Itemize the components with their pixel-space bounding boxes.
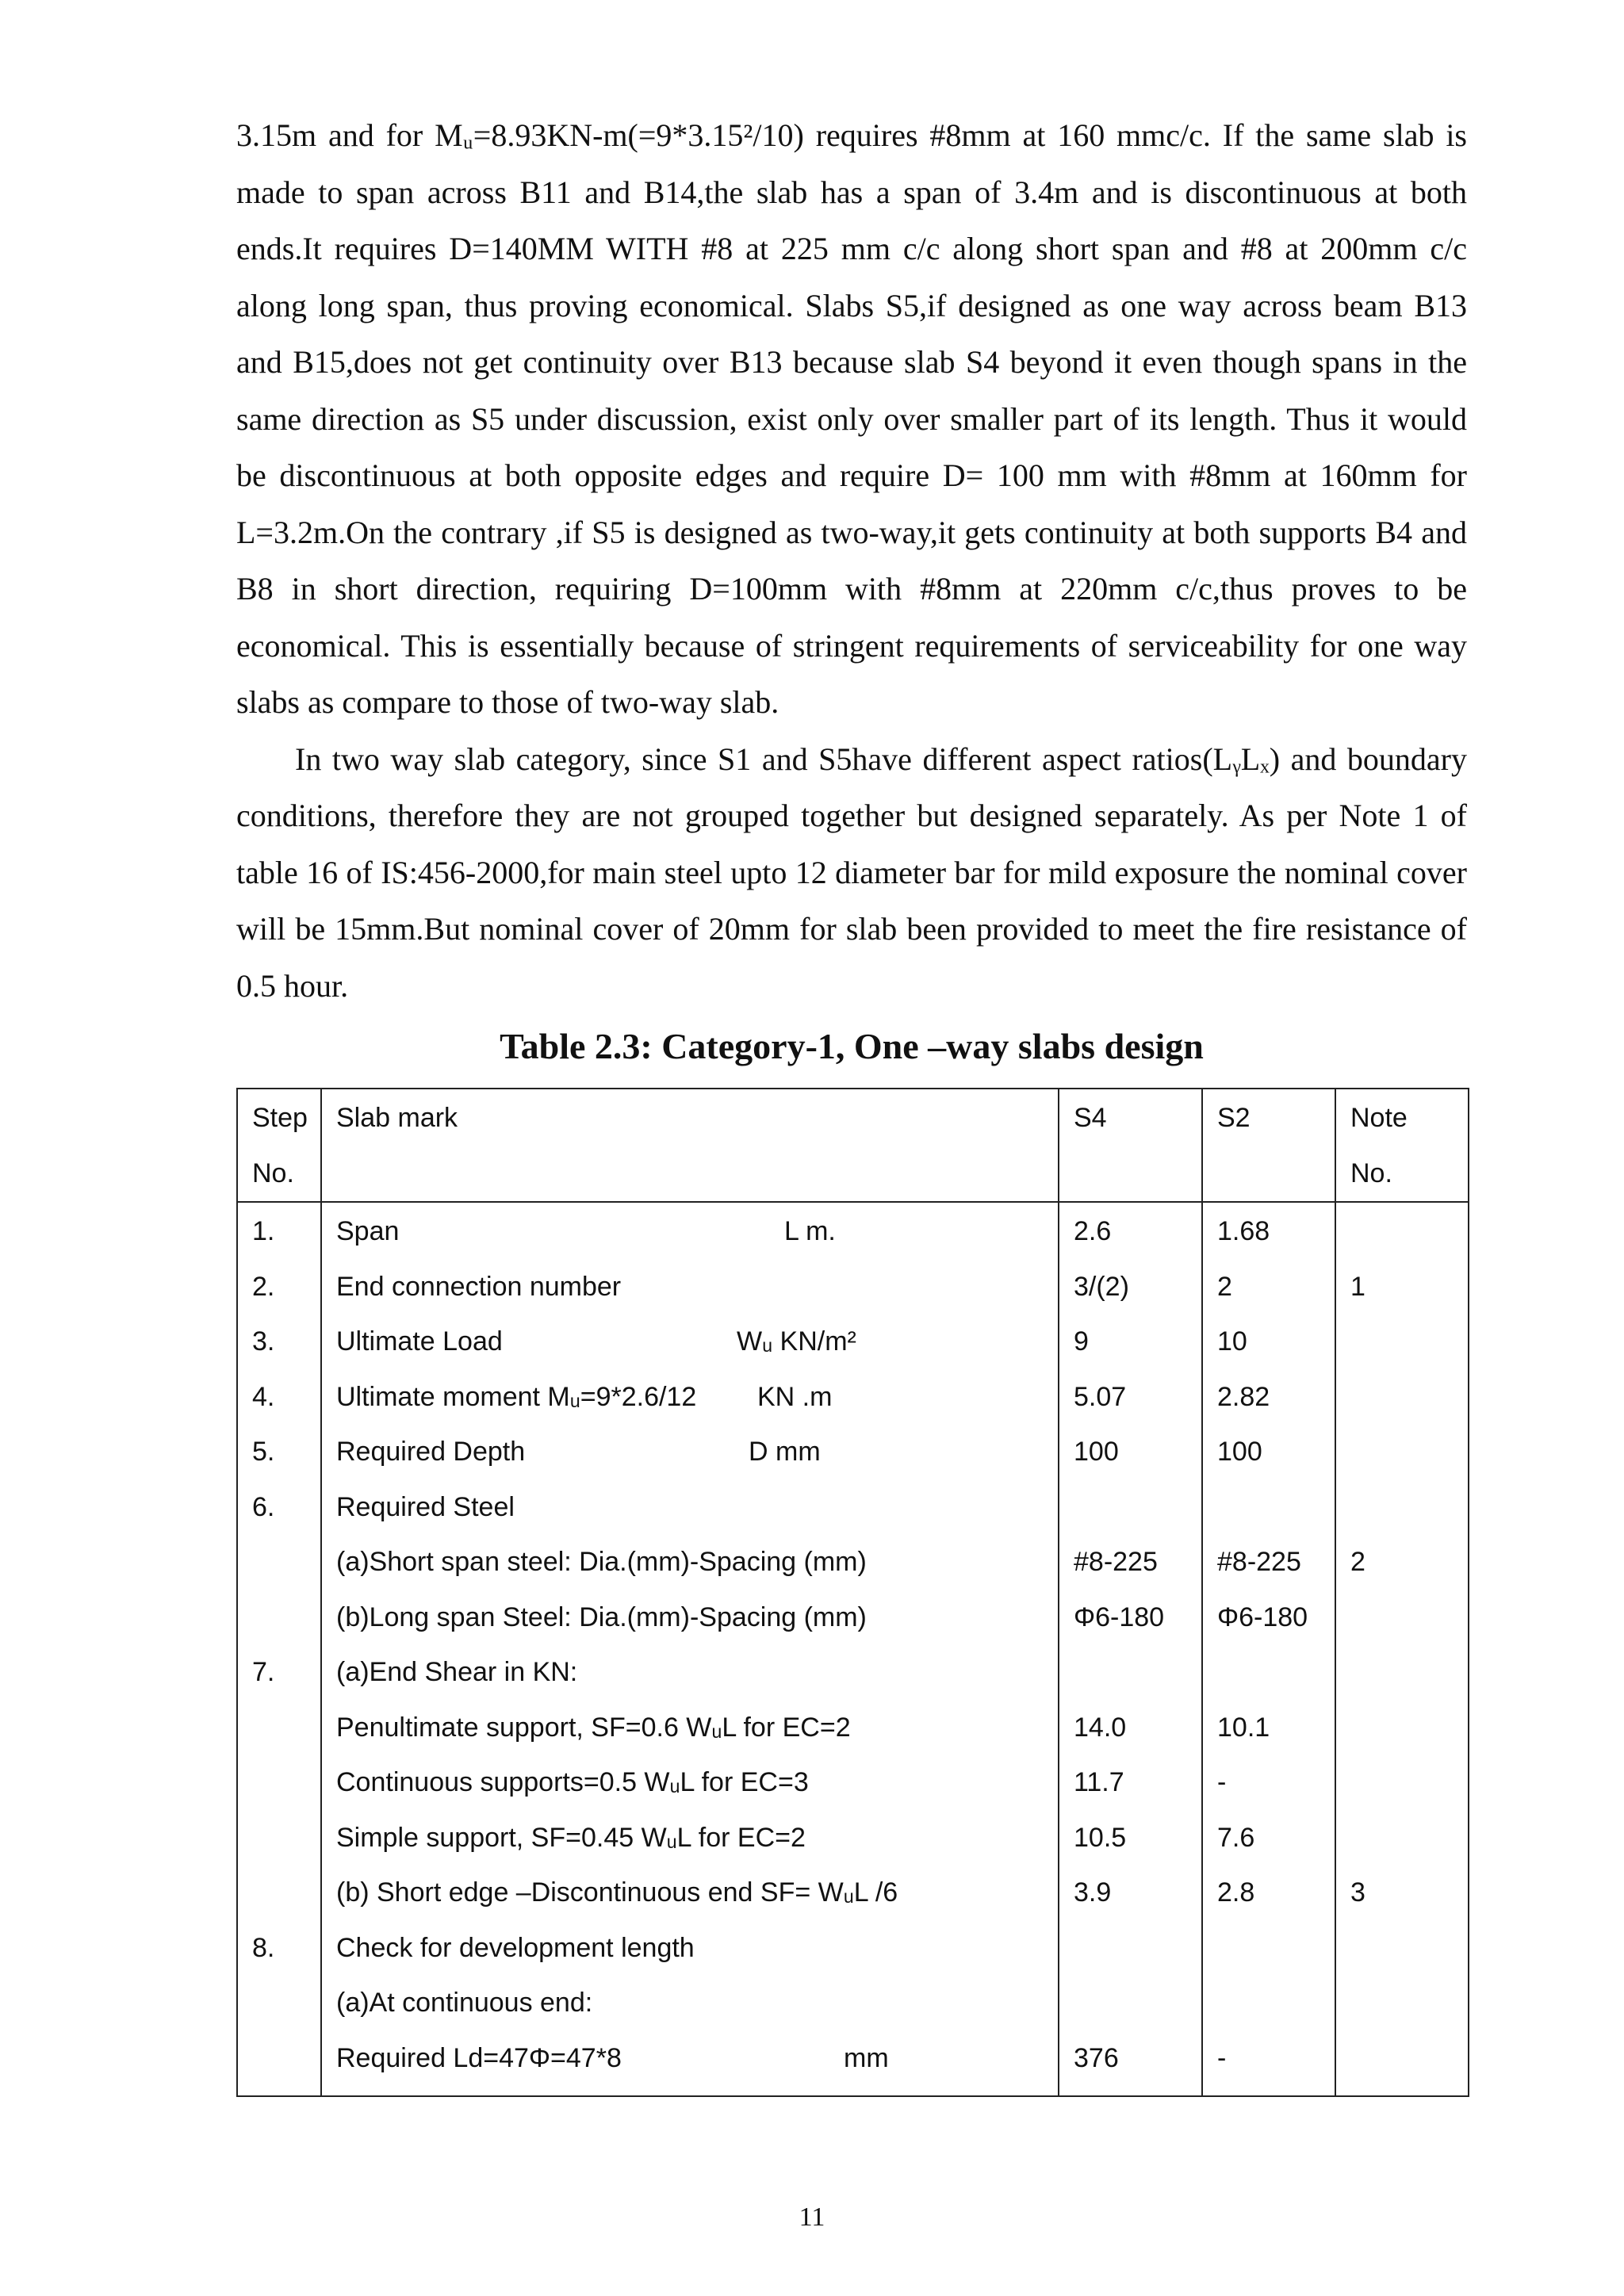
cell-note	[1350, 2031, 1454, 2087]
cell-s4: 5.07	[1074, 1381, 1127, 1412]
cell-step: 2.	[252, 1271, 275, 1302]
cell-step	[252, 2031, 306, 2087]
cell-description	[336, 1425, 1044, 1480]
cell-step	[252, 1866, 306, 1921]
cell-label: Span	[336, 1216, 400, 1246]
header-note: Note No.	[1335, 1089, 1469, 1202]
cell-note	[1350, 1314, 1454, 1370]
step-column	[237, 1202, 321, 2096]
cell-step: 5.	[252, 1437, 275, 1467]
cell-label: Simple support, SF=0.45 WᵤL for EC=2	[336, 1822, 806, 1853]
table-header-row	[237, 1089, 1469, 1202]
cell-s2	[1217, 1645, 1320, 1701]
cell-note: 2	[1350, 1547, 1365, 1577]
cell-s4: 2.6	[1074, 1216, 1112, 1246]
cell-s2: 10.1	[1217, 1712, 1270, 1743]
cell-step	[252, 1535, 306, 1590]
header-s4: S4	[1059, 1089, 1202, 1202]
cell-description	[336, 1976, 1044, 2031]
cell-description	[336, 1921, 1044, 1976]
cell-label: Ultimate moment Mᵤ=9*2.6/12	[336, 1381, 697, 1412]
cell-description	[336, 1755, 1044, 1811]
cell-description	[336, 2031, 1044, 2087]
page-number: 11	[799, 2202, 825, 2232]
cell-step: 7.	[252, 1657, 275, 1687]
table-body-row	[237, 1202, 1469, 2096]
description-column	[321, 1202, 1059, 2096]
cell-unit: KN .m	[757, 1381, 833, 1412]
cell-note	[1350, 1811, 1454, 1866]
cell-s2: 2.8	[1217, 1877, 1255, 1908]
cell-label: (a)Short span steel: Dia.(mm)-Spacing (mm)	[336, 1547, 867, 1577]
cell-label: (a)At continuous end:	[336, 1988, 593, 2018]
table-title: Table 2.3: Category-1, One –way slabs design	[500, 1026, 1204, 1066]
cell-label: Required Steel	[336, 1491, 515, 1522]
cell-s4: #8-225	[1074, 1547, 1158, 1577]
cell-description	[336, 1535, 1044, 1590]
cell-description	[336, 1590, 1044, 1646]
cell-note	[1350, 1701, 1454, 1756]
cell-s2: 2.82	[1217, 1381, 1270, 1412]
cell-step: 6.	[252, 1491, 275, 1522]
cell-s4: 10.5	[1074, 1822, 1127, 1853]
cell-step	[252, 1811, 306, 1866]
cell-note: 3	[1350, 1877, 1365, 1908]
paragraph-2: In two way slab category, since S1 and S5have different aspect ratios(LᵧLₓ) and boundary conditions, therefore they are not grouped together but designed separately. As per Note 1 of table 16 of IS:456-2000,for main steel upto 12 diameter bar for mild exposure the nominal cover will be 15mm.But nominal cover of 20mm for slab been provided to meet the fire resistance of 0.5 hour.	[236, 740, 1467, 1004]
cell-step	[252, 1701, 306, 1756]
cell-description	[336, 1260, 1044, 1315]
cell-s4: 9	[1074, 1326, 1089, 1357]
cell-step: 1.	[252, 1216, 275, 1246]
cell-s4: 14.0	[1074, 1712, 1127, 1743]
header-s2: S2	[1202, 1089, 1335, 1202]
cell-s2: 100	[1217, 1437, 1262, 1467]
cell-note	[1350, 1755, 1454, 1811]
cell-s2	[1217, 1480, 1320, 1536]
cell-step: 4.	[252, 1381, 275, 1412]
cell-label: Ultimate Load	[336, 1326, 503, 1357]
cell-note	[1350, 1370, 1454, 1425]
cell-note	[1350, 1480, 1454, 1536]
cell-label: Continuous supports=0.5 WᵤL for EC=3	[336, 1767, 809, 1797]
header-step: Step No.	[237, 1089, 321, 1202]
cell-note	[1350, 1204, 1454, 1260]
cell-label: (a)End Shear in KN:	[336, 1657, 578, 1687]
cell-note	[1350, 1590, 1454, 1646]
cell-s2: #8-225	[1217, 1547, 1301, 1577]
cell-s4: 3.9	[1074, 1877, 1112, 1908]
cell-label: (b)Long span Steel: Dia.(mm)-Spacing (mm)	[336, 1601, 867, 1632]
cell-unit: Wᵤ KN/m²	[737, 1326, 856, 1357]
cell-label: Required Depth	[336, 1437, 526, 1467]
note-column	[1335, 1202, 1469, 2096]
cell-s4	[1074, 1645, 1187, 1701]
cell-description	[336, 1370, 1044, 1425]
cell-s4: Φ6-180	[1074, 1601, 1165, 1632]
cell-description	[336, 1866, 1044, 1921]
cell-step	[252, 1755, 306, 1811]
cell-s2	[1217, 1921, 1320, 1976]
cell-note	[1350, 1425, 1454, 1480]
cell-note: 1	[1350, 1271, 1365, 1302]
cell-unit: L m.	[784, 1216, 836, 1246]
cell-step	[252, 1590, 306, 1646]
cell-unit: mm	[844, 2042, 889, 2073]
cell-s2: -	[1217, 2042, 1227, 2073]
cell-description	[336, 1701, 1044, 1756]
cell-s2: 2	[1217, 1271, 1232, 1302]
cell-s2: 10	[1217, 1326, 1247, 1357]
cell-label: Check for development length	[336, 1932, 695, 1963]
cell-s2: 7.6	[1217, 1822, 1255, 1853]
cell-description	[336, 1811, 1044, 1866]
cell-s4	[1074, 1921, 1187, 1976]
header-slab-mark: Slab mark	[321, 1089, 1059, 1202]
cell-description	[336, 1480, 1044, 1536]
cell-s2: Φ6-180	[1217, 1601, 1308, 1632]
cell-label: End connection number	[336, 1271, 622, 1302]
s2-column	[1202, 1202, 1335, 2096]
cell-label: Required Ld=47Φ=47*8	[336, 2042, 622, 2073]
cell-label: (b) Short edge –Discontinuous end SF= WᵤL /6	[336, 1877, 898, 1908]
cell-s4: 376	[1074, 2042, 1119, 2073]
cell-unit: D mm	[749, 1437, 821, 1467]
cell-s2: -	[1217, 1767, 1227, 1797]
s4-column	[1059, 1202, 1202, 2096]
cell-s4	[1074, 1976, 1187, 2031]
cell-s4: 3/(2)	[1074, 1271, 1129, 1302]
cell-s2: 1.68	[1217, 1216, 1270, 1246]
slab-design-table	[236, 1088, 1469, 2097]
cell-s2	[1217, 1976, 1320, 2031]
body-text	[236, 107, 1467, 1014]
cell-s4	[1074, 1480, 1187, 1536]
cell-step: 3.	[252, 1326, 275, 1357]
cell-note	[1350, 1921, 1454, 1976]
cell-step	[252, 1976, 306, 2031]
cell-s4: 100	[1074, 1437, 1119, 1467]
paragraph-1: 3.15m and for Mᵤ=8.93KN-m(=9*3.15²/10) requires #8mm at 160 mmc/c. If the same slab is made to span across B11 and B14,the slab has a span of 3.4m and is discontinuous at both ends.It requires D=140MM WITH #8 at 225 mm c/c along short span and #8 at 200mm c/c along long span, thus proving economical. Slabs S5,if designed as one way across beam B13 and B15,does not get continuity over B13 because slab S4 beyond it even though spans in the same direction as S5 under discussion, exist only over smaller part of its length. Thus it would be discontinuous at both opposite edges and require D= 100 mm with #8mm at 160mm for L=3.2m.On the contrary ,if S5 is designed as two-way,it gets continuity at both supports B4 and B8 in short direction, requiring D=100mm with #8mm at 220mm c/c,thus proves to be economical. This is essentially because of stringent requirements of serviceability for one way slabs as compare to those of two-way slab.	[236, 117, 1467, 720]
cell-note	[1350, 1976, 1454, 2031]
cell-step: 8.	[252, 1932, 275, 1963]
cell-note	[1350, 1645, 1454, 1701]
cell-description	[336, 1645, 1044, 1701]
cell-description	[336, 1204, 1044, 1260]
cell-description	[336, 1314, 1044, 1370]
cell-s4: 11.7	[1074, 1767, 1124, 1797]
cell-label: Penultimate support, SF=0.6 WᵤL for EC=2	[336, 1712, 851, 1743]
